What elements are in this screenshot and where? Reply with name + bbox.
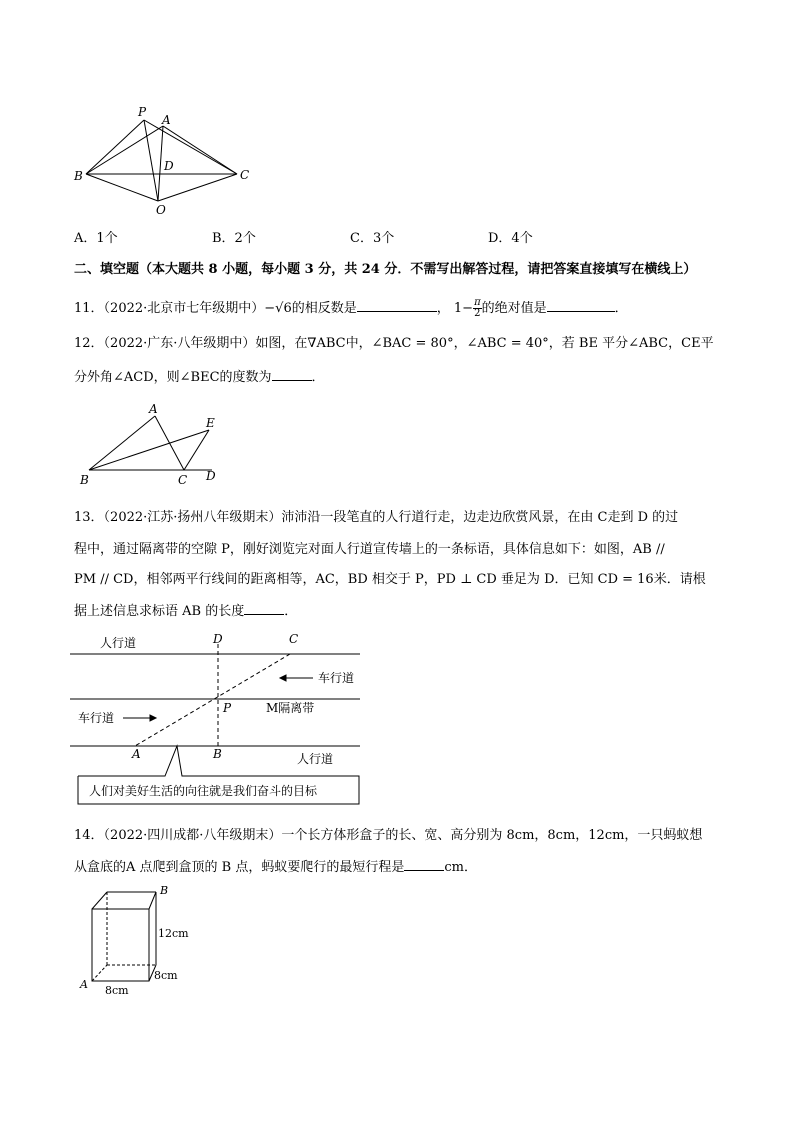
q14-label-B: B <box>160 884 169 897</box>
q12-figure <box>76 400 236 490</box>
q10-figure <box>70 102 270 217</box>
q13-end: ． <box>284 604 298 619</box>
q13-blank[interactable] <box>244 600 284 615</box>
q10-option-b: B．2个 <box>212 231 256 246</box>
q13-label-D: D <box>213 632 223 646</box>
q13-line2: 程中，通过隔离带的空隙 P，刚好浏览完对面人行道宣传墙上的一条标语，具体信息如下：如图，AB // <box>74 542 665 557</box>
q12-label-C: C <box>178 473 188 487</box>
q14-figure <box>74 880 204 1000</box>
q12-label-E: E <box>206 416 215 430</box>
q12-end: ． <box>311 370 325 385</box>
q13-line4-text: 据上述信息求标语 AB 的长度 <box>74 604 245 619</box>
q11-fraction <box>473 298 482 319</box>
q14-line1: 14．（2022·四川成都·八年级期末）一个长方体形盒子的长、宽、高分别为 8cm，8cm，12cm，一只蚂蚁想 <box>74 828 703 843</box>
q10-label-B: B <box>74 169 83 183</box>
q10-option-a: A．1个 <box>74 231 118 246</box>
question-11 <box>74 297 628 319</box>
q13-arrow-left-icon <box>280 675 286 681</box>
q11-text2: 的绝对值是 <box>481 301 547 316</box>
q11-blank-1[interactable] <box>357 297 437 312</box>
q14-width: 8cm <box>154 969 178 982</box>
q13-figure <box>70 630 370 810</box>
q13-sidewalk-bottom: 人行道 <box>297 752 334 766</box>
q13-slogan: 人们对美好生活的向往就是我们奋斗的目标 <box>89 784 318 798</box>
q13-label-C: C <box>289 632 299 646</box>
q12-label-B: B <box>80 473 89 487</box>
section-title: 二、填空题（本大题共 8 小题，每小题 3 分，共 24 分．不需写出解答过程，请把答案直接填写在横线上） <box>74 262 697 277</box>
q14-height: 12cm <box>158 927 189 940</box>
q10-label-P: P <box>138 105 147 119</box>
q13-label-B: B <box>213 747 222 761</box>
q14-length: 8cm <box>105 984 129 997</box>
q14-label-A: A <box>80 978 88 991</box>
q10-label-C: C <box>240 168 250 182</box>
q11-sep: ， <box>436 301 450 316</box>
q13-median: M隔离带 <box>266 701 315 715</box>
q13-label-A: A <box>132 747 141 761</box>
q10-option-c: C．3个 <box>350 231 395 246</box>
q12-line2-text: 分外角∠ACD，则∠BEC的度数为 <box>74 370 272 385</box>
q12-label-A: A <box>149 402 158 416</box>
q13-line3: PM // CD，相邻两平行线间的距离相等，AC，BD 相交于 P，PD ⊥ CD 垂足为 D．已知 CD = 16米．请根 <box>74 572 706 587</box>
q12-blank[interactable] <box>272 366 312 381</box>
q13-sidewalk-top: 人行道 <box>100 636 137 650</box>
q13-line4 <box>74 600 297 622</box>
q11-blank-2[interactable] <box>547 297 615 312</box>
q13-lane-left: 车行道 <box>78 711 115 725</box>
q13-label-P: P <box>223 701 232 715</box>
q14-blank[interactable] <box>404 856 444 871</box>
q12-label-D: D <box>206 469 216 483</box>
q10-label-O: O <box>156 203 166 217</box>
q11-one-minus: 1− <box>453 301 474 316</box>
q10-label-D: D <box>164 159 174 173</box>
q11-expr: −√6 <box>264 301 292 316</box>
q12-line1: 12．（2022·广东·八年级期中）如图，在∇ABC中，∠BAC = 80°，∠ABC = 40°，若 BE 平分∠ABC，CE平 <box>74 336 714 351</box>
q13-line1: 13．（2022·江苏·扬州八年级期末）沛沛沿一段笔直的人行道行走，边走边欣赏风景，在由 C走到 D 的过 <box>74 510 679 525</box>
q13-arrow-right-icon <box>150 715 156 721</box>
q14-unit: cm． <box>444 860 477 875</box>
q10-option-d: D．4个 <box>488 231 533 246</box>
q11-number: 11． <box>74 301 104 316</box>
q11-frac-den: 2 <box>474 308 481 319</box>
q11-source: （2022·北京市七年级期中） <box>103 301 265 316</box>
q10-label-A: A <box>162 113 171 127</box>
q11-frac-num: π <box>474 297 481 308</box>
q11-text1: 的相反数是 <box>291 301 357 316</box>
q11-end: ． <box>614 301 628 316</box>
q14-line2 <box>74 856 477 878</box>
q14-line2-text: 从盒底的A 点爬到盒顶的 B 点，蚂蚁要爬行的最短行程是 <box>74 860 405 875</box>
q13-lane-right: 车行道 <box>318 671 355 685</box>
q12-line2 <box>74 366 325 388</box>
